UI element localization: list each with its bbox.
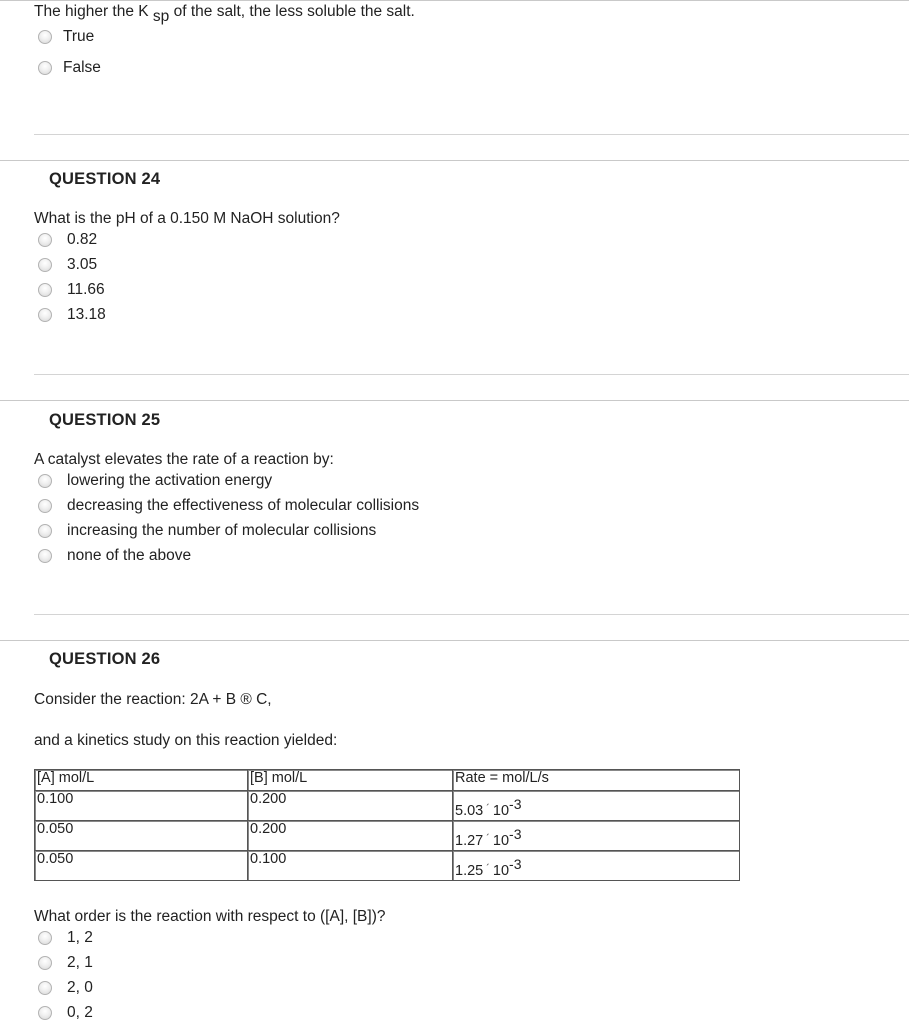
q26-option-4[interactable] <box>38 1002 93 1024</box>
radio-button[interactable] <box>38 931 52 945</box>
q25-text: A catalyst elevates the rate of a reaction by: <box>34 451 334 468</box>
q26-reaction: Consider the reaction: 2A + B ® C, <box>34 691 272 708</box>
table-row <box>35 791 740 821</box>
option-label: 1, 2 <box>67 929 93 946</box>
option-label: none of the above <box>67 547 192 564</box>
option-label: increasing the number of molecular collisions <box>67 522 377 539</box>
q26-option-3[interactable] <box>38 977 93 999</box>
q23-text: The higher the K $_{sp}$ of the salt, the less soluble the salt. <box>34 3 415 25</box>
radio-button[interactable] <box>38 258 52 272</box>
table-header-cell: [A] mol/L <box>35 770 248 791</box>
option-label: 2, 1 <box>67 954 93 971</box>
radio-button[interactable] <box>38 233 52 247</box>
radio-button[interactable] <box>38 1006 52 1020</box>
q23-bottom-divider <box>34 134 909 135</box>
table-row <box>35 851 740 881</box>
radio-button[interactable] <box>38 549 52 563</box>
q26-option-1[interactable] <box>38 927 93 949</box>
section-divider <box>0 640 909 641</box>
radio-button[interactable] <box>38 981 52 995</box>
q26-intro: and a kinetics study on this reaction yielded: <box>34 732 338 749</box>
table-cell-rate: 1.27 ´ $10^{-3}$ <box>453 821 740 851</box>
table-cell-a: 0.050 <box>35 821 248 851</box>
q24-heading: QUESTION 24 <box>49 170 161 188</box>
table-cell-rate: 5.03 ´ $10^{-3}$ <box>453 791 740 821</box>
radio-button[interactable] <box>38 308 52 322</box>
q26-question: What order is the reaction with respect to ([A], [B])? <box>34 908 386 925</box>
q23-option-true[interactable] <box>38 26 94 48</box>
section-divider <box>0 160 909 161</box>
kinetics-table <box>34 769 740 881</box>
q26-option-2[interactable] <box>38 952 93 974</box>
table-cell-a: 0.050 <box>35 851 248 881</box>
table-row <box>35 821 740 851</box>
q24-option-4[interactable] <box>38 304 106 326</box>
q25-option-4[interactable] <box>38 545 191 567</box>
table-header-cell: [B] mol/L <box>248 770 453 791</box>
table-cell-b: 0.200 <box>248 821 453 851</box>
q24-option-3[interactable] <box>38 279 105 301</box>
option-label: False <box>63 59 101 76</box>
q24-option-2[interactable] <box>38 254 97 276</box>
option-label: 2, 0 <box>67 979 93 996</box>
table-header-cell: Rate = mol/L/s <box>453 770 740 791</box>
option-label: True <box>63 28 95 45</box>
radio-button[interactable] <box>38 30 52 44</box>
radio-button[interactable] <box>38 524 52 538</box>
q25-heading: QUESTION 25 <box>49 411 161 429</box>
q26-heading: QUESTION 26 <box>49 650 161 668</box>
option-label: 3.05 <box>67 256 98 273</box>
section-divider <box>0 400 909 401</box>
table-cell-rate: 1.25 ´ $10^{-3}$ <box>453 851 740 881</box>
option-label: decreasing the effectiveness of molecular collisions <box>67 497 420 514</box>
q24-text: What is the pH of a 0.150 M NaOH solution? <box>34 210 340 227</box>
q25-option-3[interactable] <box>38 520 376 542</box>
radio-button[interactable] <box>38 283 52 297</box>
q23-option-false[interactable] <box>38 57 101 79</box>
option-label: 13.18 <box>67 306 106 323</box>
radio-button[interactable] <box>38 61 52 75</box>
table-cell-b: 0.200 <box>248 791 453 821</box>
radio-button[interactable] <box>38 956 52 970</box>
table-header-row <box>35 770 740 791</box>
table-cell-a: 0.100 <box>35 791 248 821</box>
option-label: 0, 2 <box>67 1004 93 1021</box>
top-divider <box>0 0 909 1</box>
option-label: 11.66 <box>67 281 105 298</box>
option-label: 0.82 <box>67 231 98 248</box>
q25-option-1[interactable] <box>38 470 272 492</box>
option-label: lowering the activation energy <box>67 472 273 489</box>
q24-bottom-divider <box>34 374 909 375</box>
q24-option-1[interactable] <box>38 229 97 251</box>
q25-bottom-divider <box>34 614 909 615</box>
table-cell-b: 0.100 <box>248 851 453 881</box>
radio-button[interactable] <box>38 474 52 488</box>
q25-option-2[interactable] <box>38 495 419 517</box>
radio-button[interactable] <box>38 499 52 513</box>
